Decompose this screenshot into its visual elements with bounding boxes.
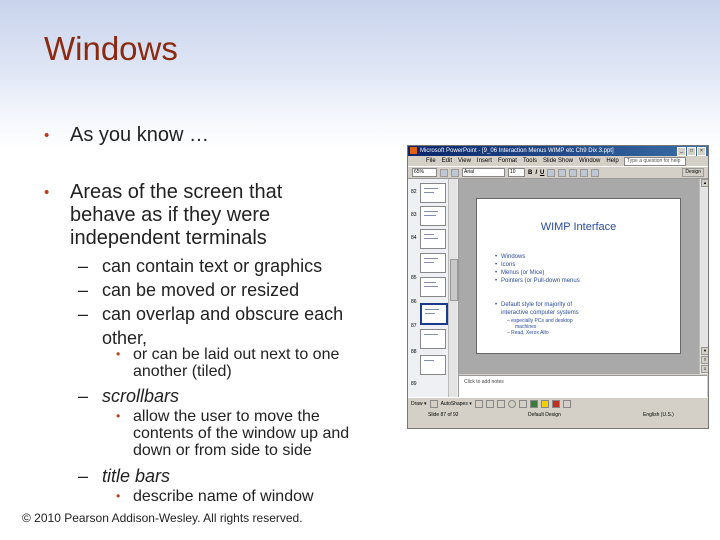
sub-bullet-line: can overlap and obscure each <box>102 304 344 324</box>
line-tool-icon[interactable] <box>475 400 483 408</box>
pp-window-title: Microsoft PowerPoint - [9_06 Interaction Menus WIMP etc Ch9 Dix 3.ppt] <box>420 148 614 154</box>
draw-menu-button[interactable]: Draw ▾ <box>411 401 427 407</box>
slide-thumbnail[interactable] <box>420 329 446 349</box>
pp-title-bar[interactable] <box>408 146 708 156</box>
status-design: Default Design <box>528 412 561 418</box>
pp-workspace <box>408 179 708 397</box>
slide-thumbnail[interactable] <box>420 355 446 375</box>
slide-number: 86 <box>411 299 417 305</box>
font-size-combo[interactable]: 10 <box>508 168 525 177</box>
slide-thumbnail[interactable] <box>420 183 446 203</box>
menu-help[interactable]: Help <box>606 158 619 164</box>
bullet-icon: • <box>116 347 121 361</box>
subsub-bullet-line: allow the user to move the <box>133 408 320 425</box>
subsub-bullet-line: down or from side to side <box>133 442 312 459</box>
bold-button[interactable]: B <box>528 169 533 176</box>
bullets-icon[interactable] <box>580 169 588 177</box>
sub-bullet-text-graphics <box>78 254 323 278</box>
bullet-areas-of-screen <box>44 181 283 250</box>
slide-number: 84 <box>411 235 417 241</box>
clipart-icon[interactable] <box>530 400 538 408</box>
sub-bullet-titlebars <box>78 464 171 488</box>
align-center-icon[interactable] <box>558 169 566 177</box>
sub-bullet-text: title bars <box>102 466 171 486</box>
subsub-bullet-title-desc <box>116 488 314 505</box>
pp-menu-bar <box>408 156 708 166</box>
dash-icon: – <box>78 280 89 300</box>
sub-bullet-text: can be moved or resized <box>102 280 300 300</box>
dash-icon: – <box>78 386 89 406</box>
design-button[interactable]: Design <box>682 168 704 177</box>
zoom-combo[interactable]: 65% <box>412 168 437 177</box>
slide-editing-area <box>459 179 699 374</box>
sub-bullet-text: can contain text or graphics <box>102 256 323 276</box>
window-controls <box>677 147 706 156</box>
font-color-icon[interactable] <box>591 169 599 177</box>
notes-placeholder: Click to add notes <box>464 379 504 385</box>
menu-format[interactable]: Format <box>497 158 517 164</box>
slide-sub-item: machines <box>515 324 537 330</box>
slide-title: Windows <box>44 30 178 67</box>
maximize-icon[interactable]: □ <box>687 147 696 156</box>
slide-number: 88 <box>411 349 417 355</box>
sub-bullet-text: scrollbars <box>102 386 180 406</box>
next-slide-icon[interactable]: ⇓ <box>701 365 709 373</box>
sub-bullet-scrollbars <box>78 384 180 408</box>
toolbar-button-icon[interactable] <box>451 169 459 177</box>
current-slide[interactable] <box>476 198 681 354</box>
slide-item: • Windows <box>495 254 526 260</box>
bullet-line: independent terminals <box>70 227 267 249</box>
slide-sub-item: – Read, Xerox Alto <box>507 330 549 336</box>
slide-number: 83 <box>411 212 417 218</box>
align-right-icon[interactable] <box>569 169 577 177</box>
bullet-icon: • <box>44 127 50 144</box>
arrow-tool-icon[interactable] <box>486 400 494 408</box>
slide-thumbnail[interactable] <box>420 206 446 226</box>
slide-sub-item: – especially PCs and desktop <box>507 318 573 324</box>
slide-number: 89 <box>411 381 417 387</box>
subsub-bullet-line: or can be laid out next to one <box>133 346 340 363</box>
bullet-text: As you know … <box>70 124 209 146</box>
oval-tool-icon[interactable] <box>508 400 516 408</box>
slide-thumbnail[interactable] <box>420 229 446 249</box>
minimize-icon[interactable]: _ <box>677 147 686 156</box>
bullet-icon: • <box>116 489 121 503</box>
bullet-as-you-know <box>44 124 209 147</box>
sub-bullet-moved <box>78 278 300 302</box>
subsub-bullet-text: describe name of window <box>133 488 314 505</box>
slide-item-line: interactive computer systems <box>501 310 579 316</box>
slide-item: • Default style for majority of <box>495 302 573 308</box>
pp-toolbar <box>408 166 708 179</box>
menu-edit[interactable]: Edit <box>441 158 453 164</box>
previous-slide-icon[interactable]: ⇑ <box>701 356 709 364</box>
slide-number: 87 <box>411 323 417 329</box>
notes-pane[interactable] <box>459 375 707 398</box>
slide-item: • Menus (or Mice) <box>495 270 545 276</box>
italic-button[interactable]: I <box>535 169 538 176</box>
slides-pane-scrollbar[interactable] <box>448 179 457 397</box>
menu-insert[interactable]: Insert <box>476 158 492 164</box>
slide-item: • Pointers (or Pull-down menus <box>495 278 580 284</box>
slide-thumbnail[interactable] <box>420 253 446 273</box>
scroll-down-icon[interactable]: ▼ <box>701 347 709 355</box>
shadow-icon[interactable] <box>563 400 571 408</box>
textbox-tool-icon[interactable] <box>519 400 527 408</box>
subsub-bullet-tiled <box>116 346 340 380</box>
slide-thumbnail-selected[interactable] <box>420 303 448 325</box>
toolbar-button-icon[interactable] <box>440 169 448 177</box>
powerpoint-app-icon <box>410 147 417 154</box>
align-left-icon[interactable] <box>547 169 555 177</box>
status-language: English (U.S.) <box>643 412 674 418</box>
bullet-icon: • <box>116 409 121 423</box>
font-color-icon[interactable] <box>552 400 560 408</box>
sub-bullet-line: other, <box>102 328 148 348</box>
slide-number: 85 <box>411 275 417 281</box>
select-arrow-icon[interactable] <box>430 400 438 408</box>
current-slide-title: WIMP Interface <box>540 221 617 233</box>
dash-icon: – <box>78 466 89 486</box>
slide-scrollbar[interactable] <box>699 179 708 374</box>
bullet-line: behave as if they were <box>70 204 271 226</box>
scroll-up-icon[interactable]: ▲ <box>701 179 709 187</box>
rectangle-tool-icon[interactable] <box>497 400 505 408</box>
powerpoint-screenshot <box>407 145 709 429</box>
dash-icon: – <box>78 304 89 324</box>
fill-color-icon[interactable] <box>541 400 549 408</box>
menu-slide-show[interactable]: Slide Show <box>542 158 573 164</box>
close-icon[interactable]: × <box>697 147 706 156</box>
copyright-footer: © 2010 Pearson Addison-Wesley. All rights reserved. <box>22 511 303 525</box>
slides-pane <box>408 179 459 397</box>
subsub-bullet-line: contents of the window up and <box>133 425 350 442</box>
scrollbar-thumb[interactable] <box>450 259 458 301</box>
dash-icon: – <box>78 256 89 276</box>
drawing-toolbar <box>408 397 709 410</box>
menu-view[interactable]: View <box>458 158 471 164</box>
status-bar <box>408 410 708 420</box>
help-search-input[interactable]: Type a question for help <box>624 157 686 166</box>
menu-window[interactable]: Window <box>579 158 601 164</box>
font-combo[interactable]: Arial <box>462 168 505 177</box>
slide-number: 82 <box>411 189 417 195</box>
bullet-icon: • <box>44 184 50 201</box>
menu-file[interactable]: File <box>426 158 436 164</box>
sub-bullet-overlap <box>78 302 344 350</box>
status-slide-count: Slide 87 of 92 <box>428 412 459 418</box>
subsub-bullet-line: another (tiled) <box>133 363 232 380</box>
bullet-line: Areas of the screen that <box>70 181 283 203</box>
subsub-bullet-scroll-desc <box>116 408 350 459</box>
slide-thumbnail[interactable] <box>420 277 446 297</box>
autoshapes-menu-button[interactable]: AutoShapes ▾ <box>440 401 472 407</box>
slide-item: • Icons <box>495 262 516 268</box>
menu-tools[interactable]: Tools <box>522 158 537 164</box>
underline-button[interactable]: U <box>540 169 545 176</box>
